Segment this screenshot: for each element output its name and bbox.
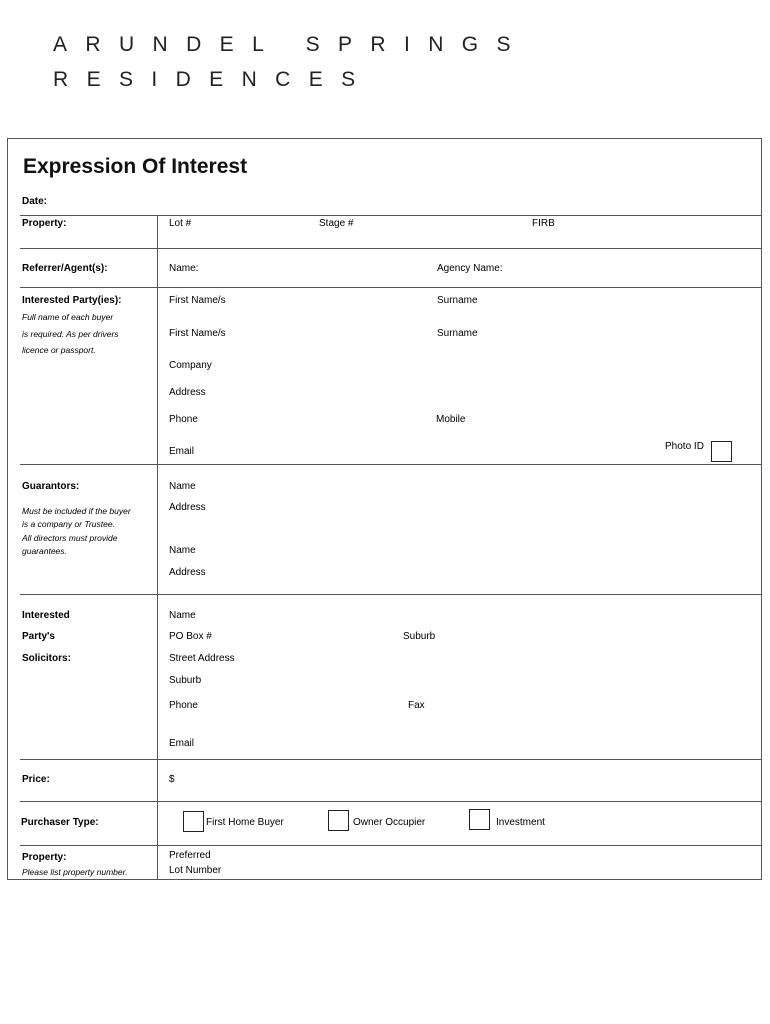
divider [20, 248, 762, 249]
property-preferred-label: Property: [22, 852, 67, 863]
divider [20, 759, 762, 760]
agency-name-field[interactable]: Agency Name: [437, 263, 503, 274]
guarantors-note-4: guarantees. [22, 546, 67, 556]
email-field[interactable]: Email [169, 446, 195, 457]
suburb-field-1[interactable]: Suburb [403, 631, 436, 642]
preferred-label-1: Preferred [169, 850, 211, 861]
form-title: Expression Of Interest [23, 155, 248, 178]
first-home-buyer-checkbox[interactable] [183, 811, 204, 832]
divider [20, 464, 762, 465]
company-field[interactable]: Company [169, 360, 212, 371]
guarantors-label: Guarantors: [22, 481, 80, 492]
property-label: Property: [22, 218, 67, 229]
stage-field[interactable]: Stage # [319, 218, 354, 229]
solicitors-label-1: Interested [22, 610, 70, 621]
address-field[interactable]: Address [169, 387, 206, 398]
referrer-label: Referrer/Agent(s): [22, 263, 108, 274]
guarantor-address-field-1[interactable]: Address [169, 502, 206, 513]
divider [20, 594, 762, 595]
guarantor-address-field-2[interactable]: Address [169, 567, 206, 578]
first-name-field-1[interactable]: First Name/s [169, 295, 226, 306]
solicitor-email-field[interactable]: Email [169, 738, 195, 749]
owner-occupier-checkbox[interactable] [328, 810, 349, 831]
guarantors-note-3: All directors must provide [22, 533, 118, 543]
preferred-label-2[interactable]: Lot Number [169, 865, 222, 876]
divider [20, 845, 762, 846]
first-name-field-2[interactable]: First Name/s [169, 328, 226, 339]
investment-checkbox[interactable] [469, 809, 490, 830]
divider [20, 215, 762, 216]
guarantors-note-2: is a company or Trustee. [22, 519, 115, 529]
property-preferred-note: Please list property number. [22, 867, 128, 877]
logo-line-1: ARUNDEL SPRINGS [53, 33, 529, 56]
purchaser-type-label: Purchaser Type: [21, 817, 99, 828]
fax-field[interactable]: Fax [408, 700, 425, 711]
interested-party-label: Interested Party(ies): [22, 295, 122, 306]
price-label: Price: [22, 774, 50, 785]
interested-note-3: licence or passport. [22, 345, 96, 355]
surname-field-2[interactable]: Surname [437, 328, 478, 339]
guarantor-name-field-2[interactable]: Name [169, 545, 196, 556]
photo-id-label: Photo ID [665, 441, 704, 452]
photo-id-checkbox[interactable] [711, 441, 732, 462]
divider [20, 801, 762, 802]
lot-field[interactable]: Lot # [169, 218, 192, 229]
firb-field[interactable]: FIRB [532, 218, 555, 229]
price-field[interactable]: $ [169, 774, 175, 785]
guarantor-name-field-1[interactable]: Name [169, 481, 196, 492]
investment-label: Investment [496, 817, 545, 828]
suburb-field-2[interactable]: Suburb [169, 675, 202, 686]
solicitors-label-2: Party's [22, 631, 55, 642]
logo-line-2: RESIDENCES [53, 68, 374, 91]
street-address-field[interactable]: Street Address [169, 653, 235, 664]
solicitors-label-3: Solicitors: [22, 653, 71, 664]
date-label: Date: [22, 196, 48, 207]
solicitor-phone-field[interactable]: Phone [169, 700, 198, 711]
owner-occupier-label: Owner Occupier [353, 817, 426, 828]
phone-field[interactable]: Phone [169, 414, 198, 425]
guarantors-note-1: Must be included if the buyer [22, 506, 131, 516]
mobile-field[interactable]: Mobile [436, 414, 466, 425]
column-divider [157, 215, 158, 880]
interested-note-2: is required. As per drivers [22, 329, 119, 339]
interested-note-1: Full name of each buyer [22, 312, 114, 322]
first-home-buyer-label: First Home Buyer [206, 817, 284, 828]
referrer-name-field[interactable]: Name: [169, 263, 199, 274]
surname-field-1[interactable]: Surname [437, 295, 478, 306]
divider [20, 287, 762, 288]
po-box-field[interactable]: PO Box # [169, 631, 212, 642]
solicitor-name-field[interactable]: Name [169, 610, 196, 621]
